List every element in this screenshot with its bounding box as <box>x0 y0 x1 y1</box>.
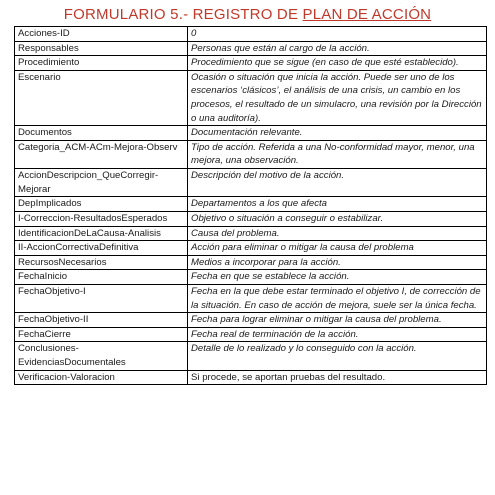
field-description: Documentación relevante. <box>188 126 487 141</box>
field-description: Personas que están al cargo de la acción. <box>188 41 487 56</box>
field-name: Categoria_ACM-ACm-Mejora-Observ <box>15 140 188 168</box>
field-name: IdentificacionDeLaCausa-Analisis <box>15 226 188 241</box>
field-name: AccionDescripcion_QueCorregir-Mejorar <box>15 169 188 197</box>
table-row <box>15 70 487 125</box>
field-name: Documentos <box>15 126 188 141</box>
table-row <box>15 370 487 385</box>
field-name: FechaCierre <box>15 327 188 342</box>
field-name: DepImplicados <box>15 197 188 212</box>
table-row <box>15 140 487 168</box>
table-row <box>15 27 487 42</box>
field-description: Ocasión o situación que inicia la acción. Puede ser uno de los escenarios ‘clásicos’, el análisis de una crisis, un cambio en los procesos, el resultado de un simulacro, una revisión por la Dirección o una auditoría). <box>188 70 487 125</box>
table-row <box>15 241 487 256</box>
field-name: Acciones-ID <box>15 27 188 42</box>
field-name: FechaObjetivo-I <box>15 284 188 312</box>
field-name: Escenario <box>15 70 188 125</box>
field-name: Conclusiones-EvidenciasDocumentales <box>15 342 188 370</box>
field-description: Fecha en que se establece la acción. <box>188 270 487 285</box>
field-description: Departamentos a los que afecta <box>188 197 487 212</box>
field-description: Fecha en la que debe estar terminado el objetivo I, de corrección de la situación. En caso de acción de mejora, suele ser la única fecha. <box>188 284 487 312</box>
field-description: Descripción del motivo de la acción. <box>188 169 487 197</box>
field-description: Medios a incorporar para la acción. <box>188 255 487 270</box>
field-description: Objetivo o situación a conseguir o estabilizar. <box>188 211 487 226</box>
table-row <box>15 255 487 270</box>
form-title-prefix: FORMULARIO 5.- REGISTRO DE <box>63 6 303 23</box>
field-name: I-Correccion-ResultadosEsperados <box>15 211 188 226</box>
field-name: Responsables <box>15 41 188 56</box>
table-row <box>15 56 487 71</box>
field-description: 0 <box>188 27 487 42</box>
table-row <box>15 169 487 197</box>
table-row <box>15 270 487 285</box>
table-row <box>15 342 487 370</box>
table-row <box>15 327 487 342</box>
field-description: Procedimiento que se sigue (en caso de que esté establecido). <box>188 56 487 71</box>
table-row <box>15 126 487 141</box>
field-name: Verificacion-Valoracion <box>15 370 188 385</box>
field-name: RecursosNecesarios <box>15 255 188 270</box>
field-description: Fecha para lograr eliminar o mitigar la causa del problema. <box>188 313 487 328</box>
field-description: Causa del problema. <box>188 226 487 241</box>
field-description: Si procede, se aportan pruebas del resultado. <box>188 370 487 385</box>
table-row <box>15 211 487 226</box>
table-row <box>15 197 487 212</box>
field-description: Detalle de lo realizado y lo conseguido con la acción. <box>188 342 487 370</box>
field-description: Fecha real de terminación de la acción. <box>188 327 487 342</box>
table-row <box>15 284 487 312</box>
action-plan-table <box>14 26 487 385</box>
field-description: Acción para eliminar o mitigar la causa del problema <box>188 241 487 256</box>
field-name: II-AccionCorrectivaDefinitiva <box>15 241 188 256</box>
form-title-highlight: PLAN DE ACCIÓN <box>302 6 432 23</box>
table-row <box>15 313 487 328</box>
field-name: FechaObjetivo-II <box>15 313 188 328</box>
form-title <box>0 6 495 23</box>
field-name: Procedimiento <box>15 56 188 71</box>
field-name: FechaInicio <box>15 270 188 285</box>
field-description: Tipo de acción. Referida a una No-conformidad mayor, menor, una mejora, una observación. <box>188 140 487 168</box>
table-row <box>15 41 487 56</box>
table-row <box>15 226 487 241</box>
